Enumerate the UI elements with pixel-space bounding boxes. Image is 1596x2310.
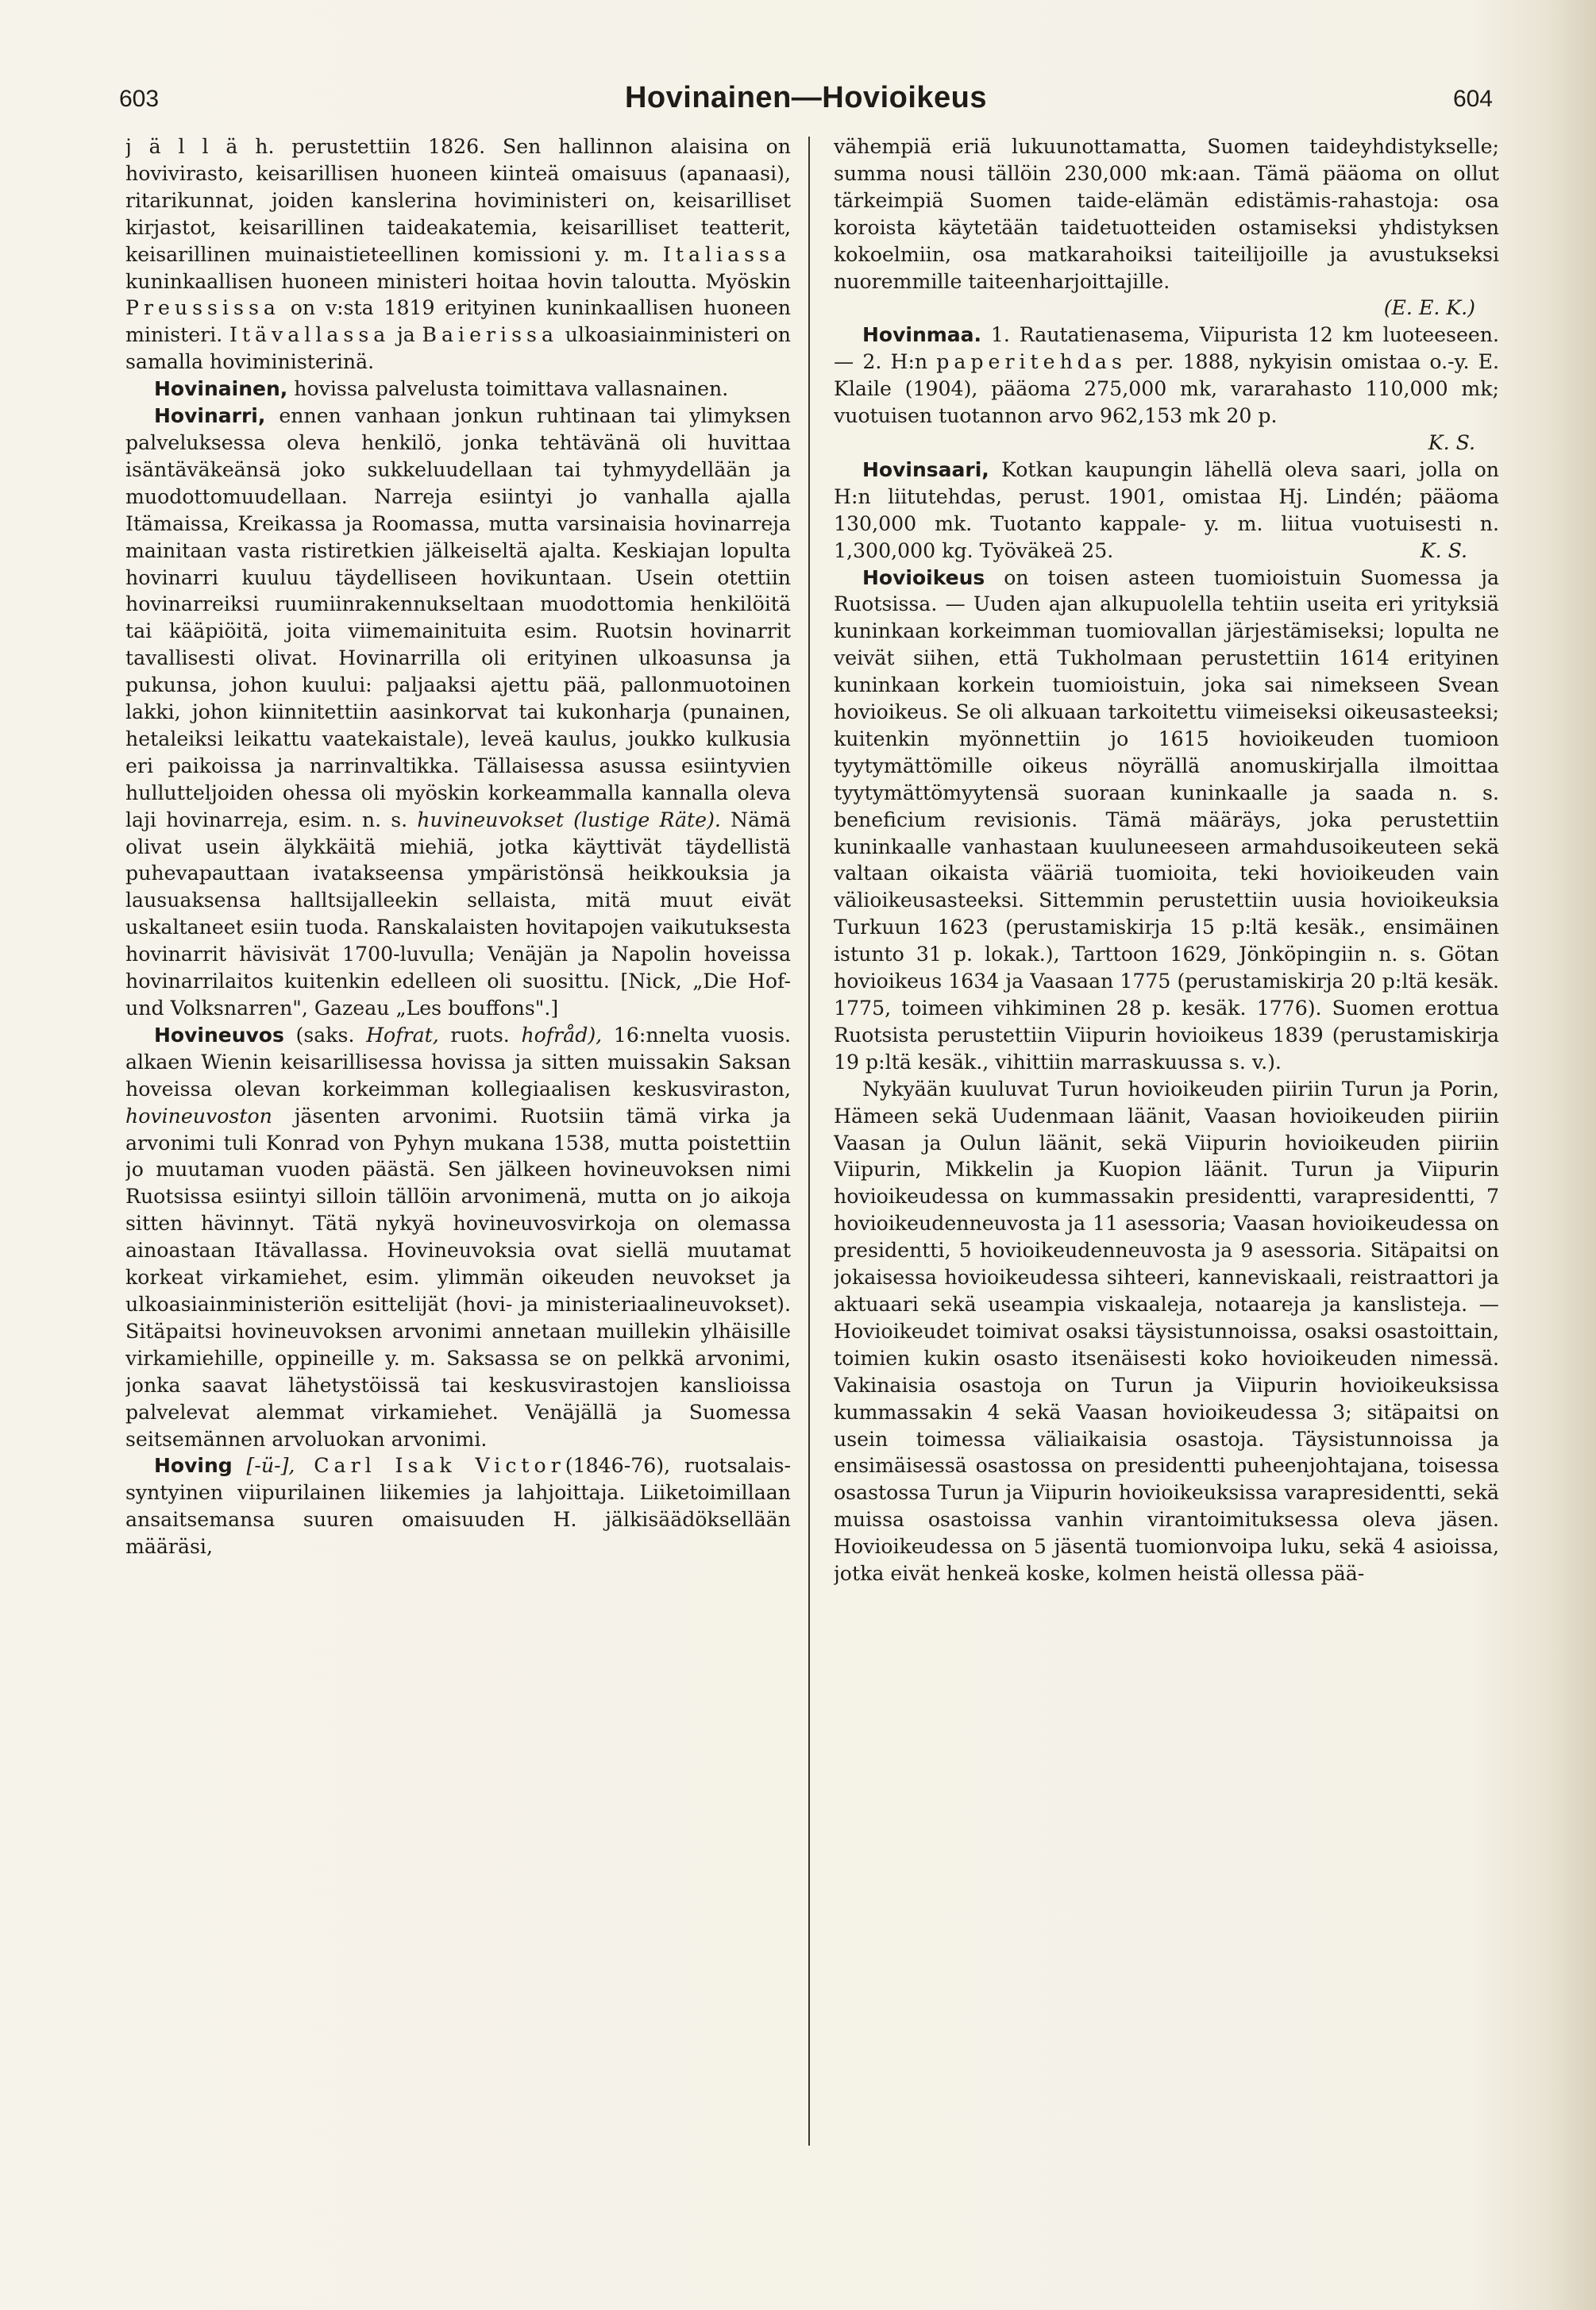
page-header [119, 81, 1493, 125]
author-signature: K. S. [1420, 538, 1467, 562]
entry-hovioikeus: Hovioikeus on toisen asteen tuomioistuin Suomessa ja Ruotsissa. — Uuden ajan alkupuolella tehtiin useita eri yrityksiä kuninkaan korkeimman tuomiovallan järjestämiseksi; lopulta ne veivät siihen, että Tukholmaan perustettiin 1614 erityinen kuninkaan korkein tuomioistuin, joka sai nimekseen Svean hovioikeus. Se oli alkuaan tarkoitettu viimeiseksi oikeusasteeksi; kuitenkin myönnettiin jo 1615 hovioikeuden tuomioon tyytymättömille oikeus nöyrällä anomuskirjalla ilmoittaa tyytymättömyytensä suoraan kuninkaalle ja saada n. s. beneficium revisionis. Tämä määräys, joka perustettiin kuninkaalle vanhastaan kuuluneeseen armahdusoikeuteen sekä valtaan oikaista vääriä tuomioita, teki hovioikeuden vain välioikeusasteeksi. Sittemmin perustettiin uusia hovioikeuksia Turkuun 1623 (perustamiskirja 15 p:ltä kesäk., ensimäinen istunto 31 p. lokak.), Tarttoon 1629, Jönköpingiin n. s. Götan hovioikeus 1634 ja Vaasaan 1775 (perustamiskirja 20 p:ltä kesäk. 1775, toimeen vihkiminen 28 p. kesäk. 1776). Suomen erottua Ruotsista perustettiin Viipurin hovioikeus 1839 (perustamiskirja 19 p:ltä kesäk., vihittiin marraskuussa s. v.). [834, 565, 1499, 1074]
left-column [125, 133, 791, 2262]
entry-hovioikeus-paragraph-2: Nykyään kuuluvat Turun hovioikeuden piiriin Turun ja Porin, Hämeen sekä Uudenmaan läänit, Vaasan hovioikeuden piiriin Vaasan ja Oulun läänit, sekä Viipurin hovioikeuden piiriin Viipurin, Mikkelin ja Kuopion läänit. Turun ja Viipurin hovioikeudessa on kummassakin presidentti, varapresidentti, 7 hovioikeudenneuvosta ja 11 asessoria; Vaasan hovioikeudessa on presidentti, 5 hovioikeudenneuvosta ja 9 asessoria. Sitäpaitsi on jokaisessa hovioikeudessa sihteeri, kanneviskaali, reistraattori ja aktuaari sekä useampia viskaaleja, notaareja ja kanslisteja. — Hovioikeudet toimivat osaksi täysistunnoissa, osaksi osastoittain, toimien kukin osasto itsenäisesti koko hovioikeuden nimessä. Vakinaisia osastoja on Turun ja Viipurin hovioikeuksissa kummassakin 4 sekä Vaasan hovioikeudessa 3; sitäpaitsi on usein toimessa väliaikaisia osastoja. Täysistunnoissa ja ensimäisessä osastossa on presidentti puheenjohtajana, toisessa osastossa Turun ja Viipurin hovioikeuksissa varapresidentti, sekä muissa osastoissa vanhin virantoimituksessa oleva jäsen. Hovioikeudessa on 5 jäsentä tuomionvoipa luku, sekä 4 asioissa, jotka eivät henkeä koske, kolmen heistä ollessa pää- [834, 1077, 1499, 1586]
page-title: Hovinainen—Hovioikeus [624, 81, 988, 114]
headword: Hovineuvos [154, 1023, 284, 1047]
entry-hovinmaa: Hovinmaa. 1. Rautatienasema, Viipurista 12 km luoteeseen. — 2. H:n paperitehdas per. 1888, nykyisin omistaa o.-y. E. Klaile (1904), pääoma 275,000 mk, vararahasto 110,000 mk; vuotuisen tuotannon arvo 962,153 mk 20 p. K. S. [834, 322, 1499, 457]
author-signature: (E. E. K.) [1383, 296, 1475, 320]
entry-hovinsaari: Hovinsaari, Kotkan kaupungin lähellä oleva saari, jolla on H:n liitutehdas, perust. 1901, omistaa Hj. Lindén; pääoma 130,000 mk. Tuotanto kappale- y. m. liitua vuotuisesti n. 1,300,000 kg. Työväkeä 25. K. S. [834, 457, 1499, 565]
entry-hovinainen: Hovinainen, hovissa palvelusta toimittava vallasnainen. [154, 377, 729, 401]
headword: Hovinmaa. [862, 323, 982, 347]
headword: Hovinarri, [154, 404, 266, 428]
right-page-number: 604 [1452, 86, 1493, 112]
headword: Hovinainen, [154, 377, 288, 401]
headword: Hoving [154, 1454, 233, 1478]
entry-hoving: Hoving [-ü-], Carl Isak Victor(1846-76), ruotsalais-syntyinen viipurilainen liikemies ja lahjoittaja. Liiketoimillaan ansaitsemansa suuren omaisuuden H. jälkisäädöksellään määräsi, [125, 1454, 791, 1559]
column-divider [808, 137, 810, 2146]
author-signature: K. S. [1428, 430, 1475, 454]
entry-hovineuvos: Hovineuvos (saks. Hofrat, ruots. hofråd), 16:nnelta vuosis. alkaen Wienin keisarillisessa hovissa ja sitten muissakin Saksan hoveissa olevan korkeimman kollegiaalisen keskusviraston, hovineuvoston jäsenten arvonimi. Ruotsiin tämä virka ja arvonimi tuli Konrad von Pyhyn mukana 1538, mutta poistettiin jo muutaman vuoden päästä. Sen jälkeen hovineuvoksen nimi Ruotsissa esiintyi silloin tällöin arvonimenä, mutta on jo aikoja sitten hävinnyt. Tätä nykyä hovineuvosvirkoja on olemassa ainoastaan Itävallassa. Hovineuvoksia ovat siellä muutamat korkeat virkamiehet, esim. ylimmän oikeuden neuvokset ja ulkoasiainministeriön esittelijät (hovi- ja ministeriaalineuvokset). Sitäpaitsi hovineuvoksen arvonimi annetaan muillekin ylhäisille virkamiehille, oppineille y. m. Saksassa se on pelkkä arvonimi, jonka saavat lähetystöissä tai keskusvirastojen kanslioissa palvelevat alemmat virkamiehet. Venäjällä ja Suomessa seitsemännen arvoluokan arvonimi. [125, 1023, 791, 1451]
right-column [834, 133, 1499, 2262]
headword: Hovinsaari, [862, 457, 989, 481]
entry-hoving-continued: vähempiä eriä lukuunottamatta, Suomen taideyhdistykselle; summa nousi tällöin 230,000 mk:aan. Tämä pääoma on ollut tärkeimpiä Suomen taide-elämän edistämis-rahastoja: osa koroista käytetään taidetuotteiden ostamiseksi yhdistyksen kokoelmiin, osa matkarahoiksi taiteilijoille ja avustukseksi nuoremmille taiteenharjoittajille. (E. E. K.) [834, 133, 1499, 322]
entry-hovinarri: Hovinarri, ennen vanhaan jonkun ruhtinaan tai ylimyksen palveluksessa oleva henkilö, jonka tehtävänä oli huvittaa isäntäväkeänsä joko sukkeluudellaan tai tyhmyydellään ja muodottomuudellaan. Narreja esiintyi jo vanhalla ajalla Itämaissa, Kreikassa ja Roomassa, mutta varsinaisia hovinarreja mainitaan vasta ristiretkien jälkeiseltä ajalta. Keskiajan lopulta hovinarri kuuluu täydelliseen hovikuntaan. Usein otettiin hovinarreiksi ruumiinrakennukseltaan muodottomia henkilöitä tai kääpiöitä, joita viimemainituita esim. Ruotsin hovinarrit tavallisesti olivat. Hovinarrilla oli erityinen ulkoasunsa ja pukunsa, johon kuului: paljaaksi ajettu pää, pallonmuotoinen lakki, johon kiinnitettiin aasinkorvat tai kukonharja (punainen, hetaleiksi leikattu vaatekaistale), leveä kaulus, joukko kulkusia eri paikoissa ja narrinvaltikka. Tällaisessa asussa esiintyvien hullutteljoiden ohessa oli myöskin korkeammalla kannalla oleva laji hovinarreja, esim. n. s. huvineuvokset (lustige Räte). Nämä olivat usein älykkäitä miehiä, jotka käyttivät täydellistä puhevapauttaan ivatakseensa ympäristönsä heikkouksia ja lausuaksensa halltsijalleekin sellaista, mitä muut eivät uskaltaneet esiin tuoda. Ranskalaisten hovitapojen vaikutuksesta hovinarrit hävisivät 1700-luvulla; Venäjän ja Napolin hoveissa hovinarrilaitos kuitenkin edelleen oli suosittu. [Nick, „Die Hof- und Volksnarren", Gazeau „Les bouffons".] [125, 404, 791, 1020]
headword: Hovioikeus [862, 565, 985, 589]
left-page-number: 603 [119, 86, 160, 112]
entry-hoviministeri-continued: j ä l l ä h. perustettiin 1826. Sen hallinnon alaisina on hovivirasto, keisarillisen huoneen kiinteä omaisuus (apanaasi), ritarikunnat, joiden kanslerina hoviministeri on, keisarilliset kirjastot, keisarillinen taideakatemia, keisarilliset teatterit, keisarillinen muinaistieteellinen komissioni y. m. Italiassa kuninkaallisen huoneen ministeri hoitaa hovin taloutta. Myöskin Preussissa on v:sta 1819 erityinen kuninkaallisen huoneen ministeri. Itävallassa ja Baierissa ulkoasiainministeri on samalla hoviministerinä. [125, 135, 791, 374]
